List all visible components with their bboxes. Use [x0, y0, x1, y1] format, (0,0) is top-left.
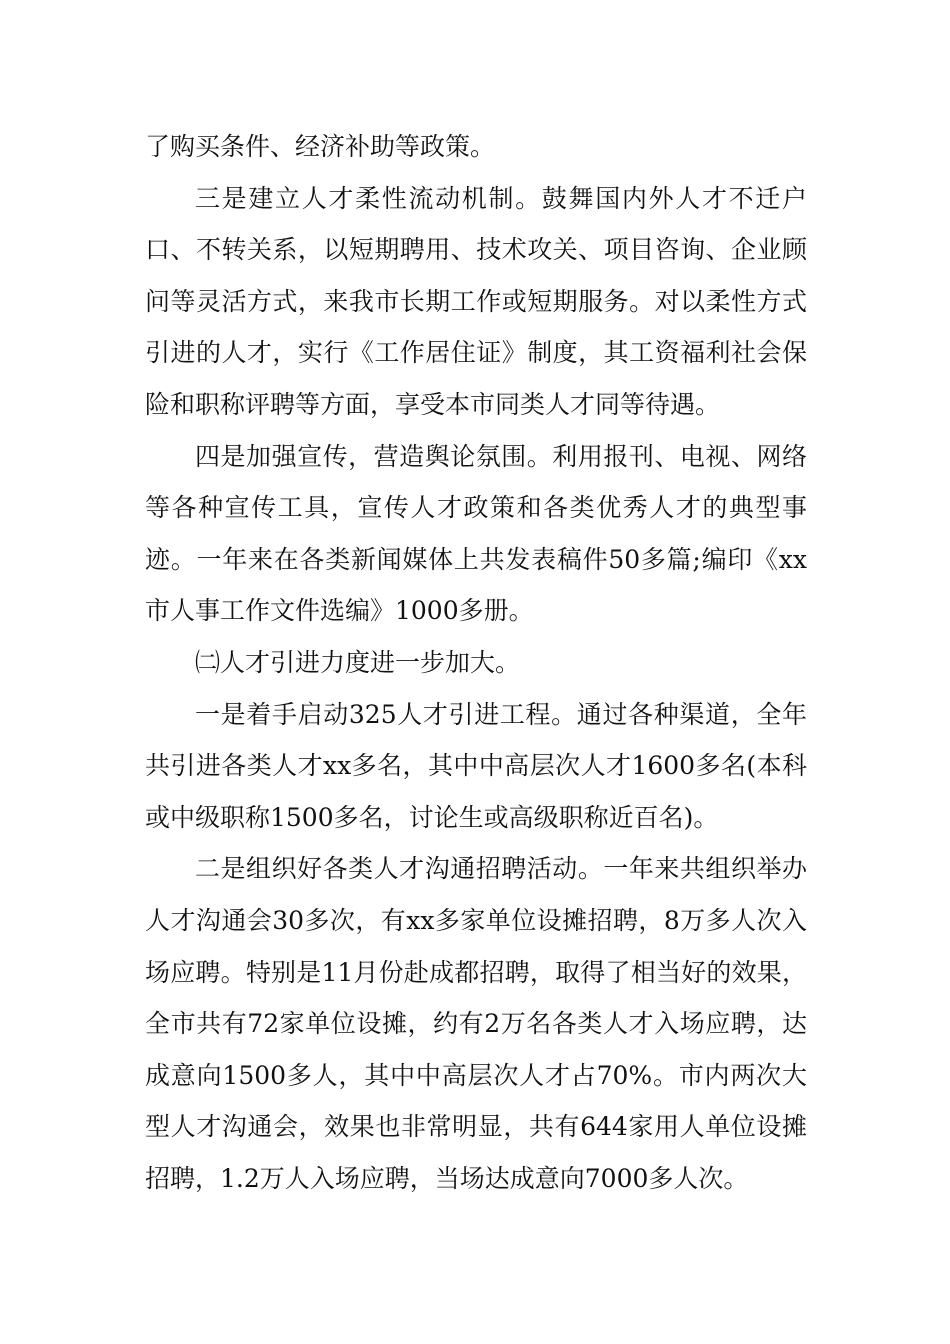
paragraph-recruitment-activities: 二是组织好各类人才沟通招聘活动。一年来共组织举办人才沟通会30多次，有xx多家单位设摊招聘，8万多人次入场应聘。特别是11月份赴成都招聘，取得了相当好的效果，全市共有72家单位设摊，约有2万名各类人才入场应聘，达成意向1500多人，其中中高层次人才占70%。市内两次大型人才沟通会，效果也非常明显，共有644家用人单位设摊招聘，1.2万人入场应聘，当场达成意向7000多人次。: [145, 854, 807, 1193]
paragraph-publicity: 四是加强宣传，营造舆论氛围。利用报刊、电视、网络等各种宣传工具，宣传人才政策和各类优秀人才的典型事迹。一年来在各类新闻媒体上共发表稿件50多篇;编印《xx市人事工作文件选编》1000多册。: [145, 441, 807, 626]
paragraph-325-project: 一是着手启动325人才引进工程。通过各种渠道，全年共引进各类人才xx多名，其中中高层次人才1600多名(本科或中级职称1500多名，讨论生或高级职称近百名)。: [145, 699, 807, 832]
paragraph-flexible-talent-mechanism: 三是建立人才柔性流动机制。鼓舞国内外人才不迁户口、不转关系，以短期聘用、技术攻关、项目咨询、企业顾问等灵活方式，来我市长期工作或短期服务。对以柔性方式引进的人才，实行《工作居住证》制度，其工资福利社会保险和职称评聘等方面，享受本市同类人才同等待遇。: [145, 183, 807, 419]
document-body: [145, 121, 807, 1204]
section-heading-talent-introduction: ㈡人才引进力度进一步加大。: [195, 647, 521, 677]
paragraph-continuation: 了购买条件、经济补助等政策。: [145, 132, 496, 161]
